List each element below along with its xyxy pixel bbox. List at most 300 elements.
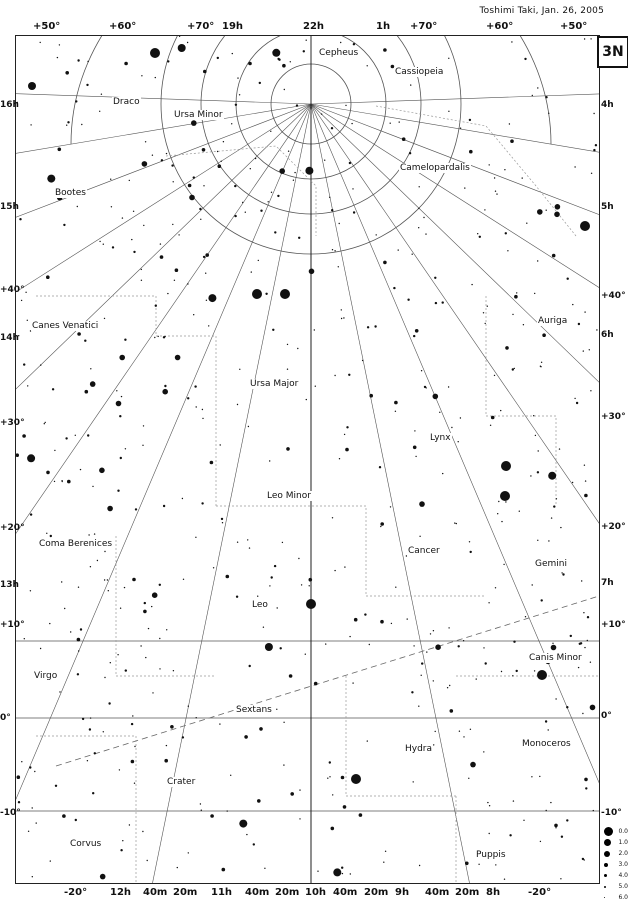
star [253, 843, 255, 845]
star [134, 783, 135, 784]
star [541, 599, 543, 601]
top-label: +50° [560, 21, 588, 32]
star [283, 764, 284, 765]
star [545, 720, 547, 722]
bottom-label: 40m [245, 887, 270, 898]
star [353, 43, 355, 45]
star [341, 318, 342, 319]
star [567, 278, 569, 280]
star [29, 766, 31, 768]
star [349, 162, 351, 164]
star [524, 58, 526, 60]
star [59, 44, 60, 45]
star [383, 261, 387, 265]
star [205, 273, 206, 274]
star [505, 232, 507, 234]
star [519, 511, 520, 512]
star [94, 752, 96, 754]
star [120, 849, 122, 851]
star [551, 645, 557, 651]
star [237, 542, 238, 543]
star [110, 662, 111, 663]
star [248, 426, 249, 427]
star [470, 551, 472, 553]
hour-line [311, 104, 599, 883]
star [64, 608, 65, 609]
star [27, 320, 28, 321]
star [590, 705, 596, 711]
star [494, 375, 495, 376]
star [470, 762, 476, 768]
top-label: 22h [303, 21, 325, 32]
star [559, 448, 560, 449]
star [584, 311, 585, 312]
star [442, 473, 443, 474]
star [77, 673, 79, 675]
star [143, 225, 144, 226]
left-label: +10° [0, 620, 25, 630]
star [117, 654, 118, 655]
star [30, 513, 32, 515]
star [435, 302, 437, 304]
star [354, 618, 358, 622]
constellation-label: Canes Venatici [32, 321, 99, 331]
star [183, 579, 184, 580]
star [124, 339, 126, 341]
star [522, 177, 523, 178]
star [286, 447, 290, 451]
legend-value: 4.0 [618, 872, 628, 879]
legend-row [604, 892, 628, 903]
constellation-label: Bootes [55, 188, 86, 198]
star [258, 260, 259, 261]
star [182, 498, 183, 499]
hour-line [16, 104, 311, 498]
star [232, 53, 233, 54]
star [418, 227, 419, 228]
star [54, 450, 55, 451]
star [578, 667, 579, 668]
star [341, 776, 345, 780]
star [458, 441, 459, 442]
star [369, 394, 373, 398]
legend-dot [604, 839, 611, 846]
star [46, 471, 50, 475]
star [144, 602, 146, 604]
star [257, 596, 258, 597]
star [433, 680, 434, 681]
star [210, 814, 214, 818]
star [104, 318, 105, 319]
star [305, 654, 306, 655]
star [542, 333, 546, 337]
constellation-label: Crater [167, 777, 196, 787]
star [367, 65, 368, 66]
star [120, 457, 122, 459]
star [201, 810, 202, 811]
star [90, 381, 96, 387]
star [230, 775, 231, 776]
legend-dot [604, 863, 608, 867]
declination-arc [16, 36, 599, 144]
star [433, 394, 439, 400]
star [510, 139, 514, 143]
star [220, 444, 221, 445]
star [187, 283, 188, 284]
constellation-label: Lynx [430, 433, 451, 443]
star [221, 161, 222, 162]
star [537, 209, 543, 215]
left-label: +40° [0, 285, 25, 295]
star [17, 775, 21, 779]
star [412, 254, 413, 255]
bright-star [580, 221, 590, 231]
star [298, 558, 299, 559]
star [548, 540, 549, 541]
star [325, 643, 326, 644]
star [503, 564, 504, 565]
star [162, 389, 168, 395]
star [584, 859, 585, 860]
star [16, 453, 19, 457]
star [484, 209, 485, 210]
constellation-label: Canis Minor [529, 653, 582, 663]
star [489, 164, 490, 165]
star [346, 426, 348, 428]
star [89, 728, 91, 730]
star [28, 831, 29, 832]
star [469, 119, 471, 121]
star [191, 120, 197, 126]
star [103, 244, 104, 245]
star [538, 450, 539, 451]
star [596, 329, 597, 330]
star [555, 827, 556, 828]
star [133, 251, 135, 253]
star [460, 417, 461, 418]
left-label: 15h [0, 202, 19, 212]
star [111, 206, 112, 207]
star [523, 324, 524, 325]
star [287, 344, 288, 345]
star [277, 58, 279, 60]
star [561, 572, 562, 573]
star [205, 253, 209, 257]
star [409, 152, 411, 154]
star [374, 325, 376, 327]
star [234, 215, 236, 217]
star [103, 731, 104, 732]
constellation-label: Monoceros [522, 739, 571, 749]
star [80, 469, 81, 470]
star [343, 805, 347, 809]
star [489, 805, 490, 806]
star [280, 647, 282, 649]
bottom-label: -20° [64, 887, 88, 898]
star [513, 800, 514, 801]
star [491, 416, 495, 420]
star [561, 836, 563, 838]
star [299, 789, 300, 790]
star [210, 461, 214, 465]
star [414, 430, 415, 431]
star [512, 368, 514, 370]
constellation-boundary [216, 506, 486, 596]
star [284, 89, 285, 90]
star [131, 239, 132, 240]
right-label: +40° [601, 291, 626, 301]
star [585, 480, 586, 481]
star [166, 629, 167, 630]
star [512, 314, 513, 315]
star [131, 760, 135, 764]
star [63, 224, 65, 226]
star [265, 643, 273, 651]
star [27, 454, 35, 462]
star [541, 362, 542, 363]
star [65, 437, 67, 439]
star [566, 706, 568, 708]
star [84, 340, 86, 342]
star [80, 628, 82, 630]
star [332, 249, 333, 250]
star [574, 398, 575, 399]
star [418, 706, 419, 707]
star [314, 682, 318, 686]
star [82, 718, 84, 720]
star [391, 623, 392, 624]
star [425, 233, 426, 234]
star [421, 370, 422, 371]
star [272, 329, 274, 331]
star [40, 364, 41, 365]
star [367, 326, 369, 328]
star [174, 280, 175, 281]
star [537, 540, 538, 541]
star [218, 164, 222, 168]
star [120, 608, 121, 609]
star [593, 810, 594, 811]
star [421, 675, 422, 676]
top-label: +60° [486, 21, 514, 32]
constellation-label: Cancer [408, 546, 440, 556]
star [202, 418, 203, 419]
declination-arc [16, 36, 599, 144]
star [237, 404, 238, 405]
star [152, 592, 158, 598]
star [317, 871, 318, 872]
star [151, 606, 152, 607]
star [578, 323, 580, 325]
star [257, 799, 261, 803]
star [367, 740, 368, 741]
star [584, 465, 585, 466]
star [329, 197, 330, 198]
star [290, 792, 294, 796]
star [32, 876, 33, 877]
constellation-boundary [486, 296, 556, 506]
star [487, 306, 488, 307]
star [584, 38, 585, 39]
star [195, 537, 196, 538]
star [274, 565, 276, 567]
star [413, 781, 414, 782]
legend-value: 1.0 [618, 839, 628, 846]
star [505, 501, 506, 502]
star [540, 366, 541, 367]
star [582, 713, 583, 714]
star [369, 644, 370, 645]
star [303, 50, 305, 52]
star [90, 717, 91, 718]
top-label: 1h [376, 21, 391, 32]
star [380, 526, 381, 527]
star [52, 388, 54, 390]
star [587, 616, 589, 618]
star [305, 167, 313, 175]
star [268, 201, 269, 202]
constellation-label: Coma Berenices [39, 539, 113, 549]
star [142, 445, 143, 446]
star [495, 191, 496, 192]
star [142, 831, 143, 832]
star [108, 702, 110, 704]
star [448, 627, 449, 628]
star [88, 534, 89, 535]
star [140, 645, 141, 646]
star [587, 640, 588, 641]
star [187, 42, 188, 43]
star [199, 208, 201, 210]
star [61, 581, 62, 582]
right-label: 7h [601, 578, 614, 588]
left-label: -10° [0, 808, 21, 818]
hour-line [311, 104, 599, 695]
star [242, 202, 243, 203]
star [40, 42, 41, 43]
star [121, 396, 122, 397]
bottom-label: 9h [395, 887, 410, 898]
star [244, 735, 248, 739]
bottom-label: 20m [173, 887, 198, 898]
star [546, 810, 547, 811]
legend-value: 3.0 [618, 861, 628, 868]
star [236, 596, 238, 598]
legend-dot [604, 851, 610, 857]
star [548, 472, 556, 480]
star [110, 179, 111, 180]
declination-arc [16, 36, 599, 144]
star [34, 771, 35, 772]
star [57, 57, 58, 58]
legend-value: 2.0 [618, 850, 628, 857]
constellation-label: Leo [252, 600, 268, 610]
legend-value: 5.0 [618, 883, 628, 890]
star [65, 71, 69, 75]
star [47, 175, 55, 183]
star [535, 435, 536, 436]
star [45, 422, 46, 423]
star [108, 590, 109, 591]
star [143, 610, 147, 614]
star [219, 723, 220, 724]
star [92, 792, 94, 794]
star [505, 346, 509, 350]
star [132, 578, 136, 582]
star [390, 123, 391, 124]
star [227, 810, 228, 811]
star [581, 580, 582, 581]
star [90, 566, 91, 567]
star [90, 368, 91, 369]
star [107, 579, 108, 580]
star [112, 246, 114, 248]
star [488, 602, 489, 603]
top-label: 19h [222, 21, 244, 32]
star [94, 533, 95, 534]
hour-line [311, 104, 599, 883]
star [548, 729, 549, 730]
star [235, 104, 237, 106]
star [341, 309, 342, 310]
star [116, 401, 122, 407]
star [167, 60, 169, 62]
star [208, 294, 216, 302]
star [24, 638, 25, 639]
star [87, 434, 89, 436]
star [465, 862, 469, 866]
constellation-label: Ursa Major [250, 379, 299, 389]
star [526, 223, 527, 224]
star [309, 578, 313, 582]
star [537, 87, 538, 88]
chart-credit: Toshimi Taki, Jan. 26, 2005 [479, 6, 604, 16]
star [470, 729, 471, 730]
star [271, 192, 272, 193]
star [591, 173, 592, 174]
star [590, 390, 591, 391]
star [504, 879, 505, 880]
star [50, 535, 52, 537]
bright-star [306, 599, 316, 609]
legend-dot [604, 886, 606, 888]
star [194, 385, 196, 387]
star [237, 77, 238, 78]
star [55, 785, 57, 787]
constellation-label: Virgo [34, 671, 58, 681]
star [339, 223, 340, 224]
star [359, 813, 363, 817]
star [504, 169, 505, 170]
star [119, 355, 125, 361]
top-label: +70° [410, 21, 438, 32]
star [259, 82, 261, 84]
star [50, 860, 51, 861]
star [476, 678, 477, 679]
constellation-label: Auriga [538, 316, 568, 326]
star [125, 669, 127, 671]
star [245, 212, 246, 213]
star [301, 584, 302, 585]
star [509, 834, 511, 836]
star [413, 446, 417, 450]
star [171, 164, 173, 166]
star [483, 751, 484, 752]
star [362, 360, 363, 361]
star [297, 348, 298, 349]
star [152, 692, 153, 693]
star [334, 375, 335, 376]
